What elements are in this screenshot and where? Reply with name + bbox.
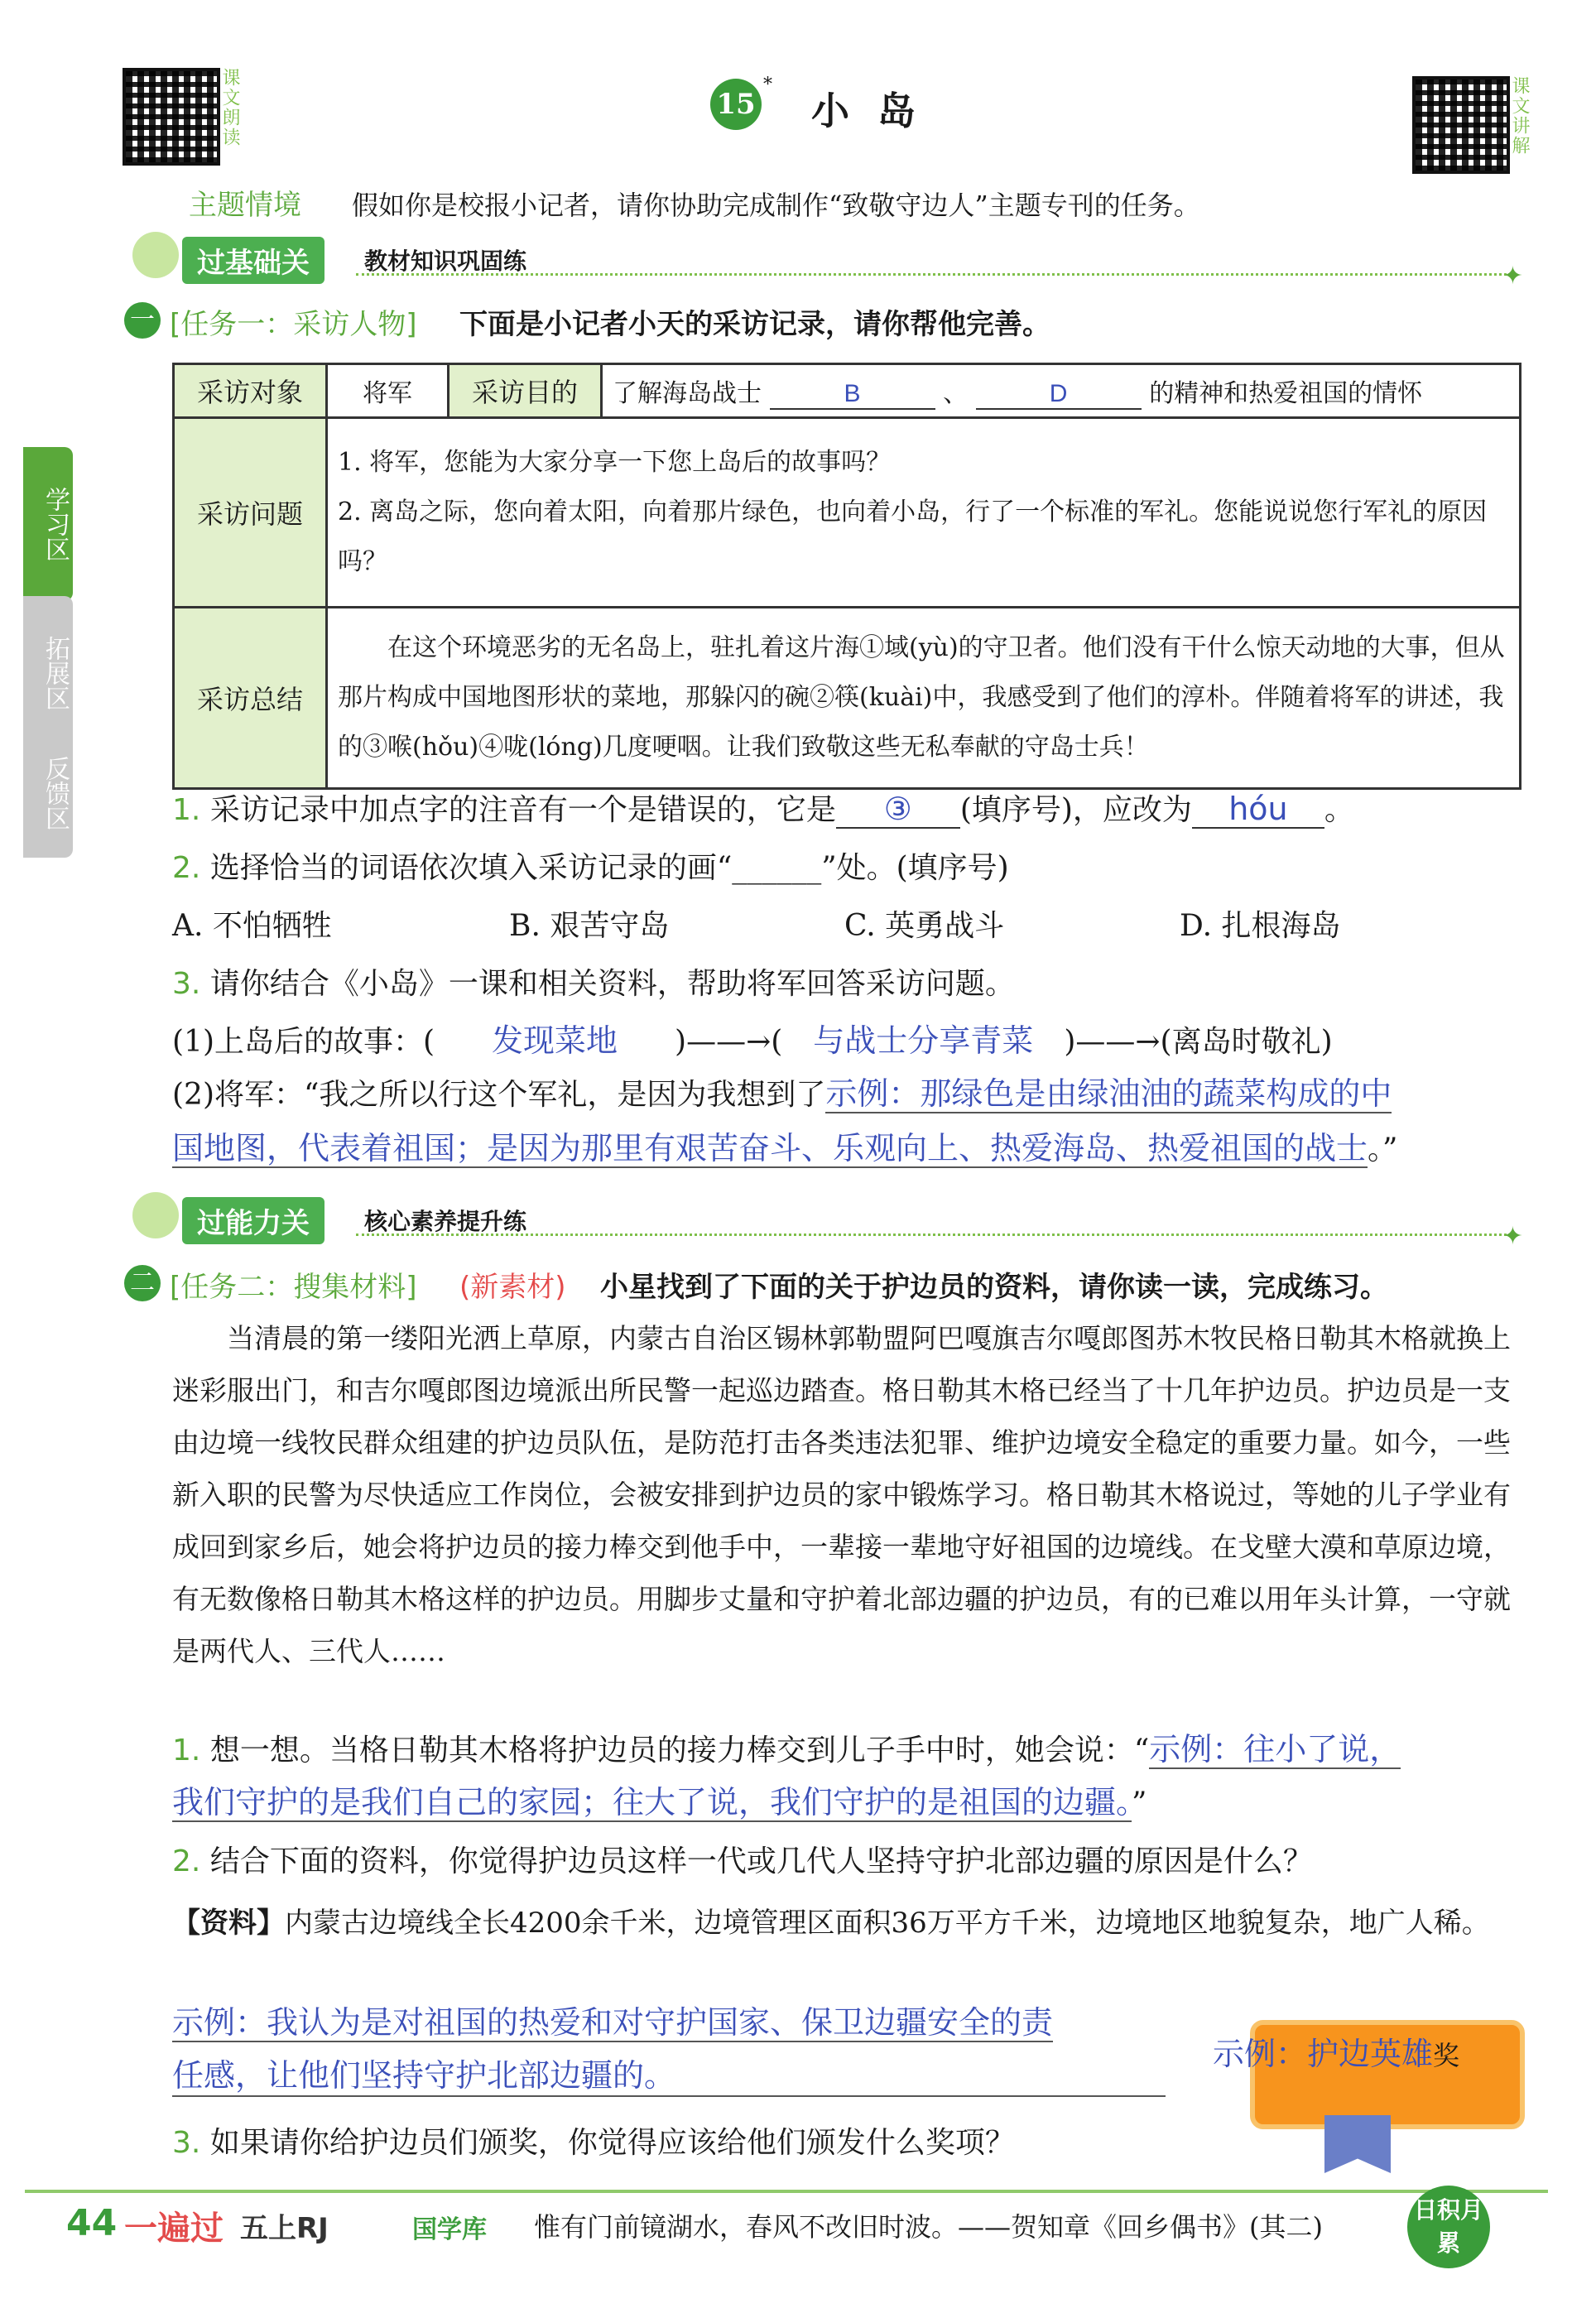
task-instruction: 下面是小记者小天的采访记录，请你帮他完善。 [459, 308, 1050, 341]
answer-blank[interactable]: 与战士分享青菜 [813, 1022, 1034, 1059]
q-text: 采访记录中加点字的注音有一个是错误的，它是 [209, 793, 836, 827]
option-d: D. 扎根海岛 [1180, 909, 1341, 943]
purpose-post: 的精神和热爱祖国的情怀 [1149, 378, 1423, 408]
question-2-row [172, 844, 1009, 887]
question-3-part1 [172, 1015, 1333, 1060]
answer-blank[interactable]: hóu [1192, 791, 1324, 829]
section-bar-ability [132, 1192, 1523, 1251]
qr-right-tag: 课文讲解 [1509, 76, 1530, 156]
q-text: 想一想。当格日勒其木格将护边员的接力棒交到儿子手中时，她会说：“ [209, 1734, 1150, 1767]
q-text: (填序号)，应改为 [959, 793, 1192, 827]
q-text: )——→(离岛时敬礼) [1064, 1025, 1333, 1059]
lesson-number-badge: 15 [710, 79, 762, 130]
award-answer-row [1213, 2028, 1459, 2074]
questions-label: 采访问题 [174, 418, 327, 608]
mascot-icon [132, 1192, 179, 1238]
summary-text: 在这个环境恶劣的无名岛上，驻扎着这片海①域(yù)的守卫者。他们没有干什么惊天动地的大事，但从那片构成中国地图形状的菜地，那躲闪的碗②筷(kuài)中，我感受到了他们的淳朴。伴随着将军的讲述，我的③喉(hǒu)④咙(lóng)几度哽咽。让我们致敬这些无私奉献的守岛士兵！ [327, 608, 1521, 789]
question-3-part2 [172, 1068, 1392, 1113]
answer-line-1[interactable]: 示例：我认为是对祖国的热爱和对守护国家、保卫边疆安全的责 [172, 2004, 1054, 2041]
q-text: 选择恰当的词语依次填入采访记录的画“______”处。(填序号) [209, 851, 1009, 885]
option-c: C. 英勇战斗 [844, 909, 1005, 943]
purpose-sep: 、 [943, 378, 969, 408]
section-title: 过能力关 [182, 1197, 324, 1244]
practice-1-row [172, 1724, 1401, 1769]
section-divider [356, 273, 1507, 276]
q-text: 。 [1324, 793, 1354, 827]
qr-left-tag: 课文朗读 [219, 68, 240, 147]
question-1-row [172, 786, 1354, 829]
section-subtitle: 核心素养提升练 [364, 1208, 527, 1235]
q-number: 3. [172, 967, 201, 1001]
grade-label: 五上RJ [240, 2212, 329, 2245]
material-text: 内蒙古边境线全长4200余千米，边境管理区面积36万平方千米，边境地区地貌复杂，地广人稀。 [285, 1907, 1490, 1940]
section-title: 过基础关 [182, 237, 324, 284]
q-text: 如果请你给护边员们颁奖，你觉得应该给他们颁发什么奖项？ [209, 2126, 1015, 2160]
target-label: 采访对象 [174, 364, 327, 418]
new-material-tag: (新素材) [459, 1271, 566, 1304]
question-2: 2. 离岛之际，您向着太阳，向着那片绿色，也向着小岛，行了一个标准的军礼。您能说说您行军礼的原因吗？ [338, 498, 1488, 576]
questions-cell [327, 418, 1521, 608]
library-label: 国学库 [412, 2215, 487, 2244]
task-number: 二 [124, 1265, 161, 1301]
award-suffix: 奖 [1433, 2040, 1460, 2071]
material-label: 【资料】 [172, 1907, 285, 1940]
daily-badge: 日积月累 [1407, 2186, 1490, 2268]
section-divider [356, 1234, 1507, 1236]
side-tab-extend[interactable]: 拓展区 [23, 596, 73, 750]
q-text: 。” [1368, 1133, 1398, 1166]
page-title: 小岛 [811, 89, 944, 133]
purpose-pre: 了解海岛战士 [613, 378, 762, 408]
option-a: A. 不怕牺牲 [172, 909, 332, 943]
answer-line-1[interactable]: 示例：那绿色是由绿油油的蔬菜构成的中 [825, 1075, 1392, 1112]
section-bar-basic [132, 232, 1523, 291]
q-number: 1. [172, 793, 201, 827]
theme-label: 主题情境 [189, 189, 301, 222]
question-1: 1. 将军，您能为大家分享一下您上岛后的故事吗？ [338, 448, 892, 477]
q-text: (1)上岛后的故事：( [172, 1025, 435, 1059]
theme-text: 假如你是校报小记者，请你协助完成制作“致敬守边人”主题专刊的任务。 [352, 190, 1200, 221]
practice-1-cont [172, 1777, 1147, 1822]
q-number: 2. [172, 851, 201, 885]
practice-3-row [172, 2119, 1015, 2162]
purpose-blank-2[interactable]: D [976, 380, 1142, 410]
q-text: 请你结合《小岛》一课和相关资料，帮助将军回答采访问题。 [209, 967, 1015, 1001]
award-answer[interactable]: 示例：护边英雄 [1213, 2036, 1434, 2072]
purpose-blank-1[interactable]: B [770, 380, 935, 410]
question-3-part2-cont [172, 1123, 1397, 1168]
task-tag: [任务二：搜集材料] [170, 1271, 417, 1304]
purpose-label: 采访目的 [449, 364, 602, 418]
material-block [172, 1896, 1521, 1950]
side-tab-study[interactable]: 学习区 [23, 447, 73, 601]
answer-line-2[interactable]: 我们守护的是我们自己的家园；往大了说，我们守护的是祖国的边疆。 [172, 1784, 1132, 1820]
lesson-star: * [763, 75, 772, 95]
q-text: ” [1132, 1787, 1147, 1820]
ribbon-icon [1324, 2115, 1391, 2173]
question-3-row [172, 960, 1015, 1003]
qr-code-explain[interactable] [1412, 76, 1510, 174]
side-tab-feedback[interactable]: 反馈区 [23, 729, 73, 858]
footer-quote: 惟有门前镜湖水，春风不改旧时波。——贺知章《回乡偶书》(其二) [534, 2211, 1323, 2243]
task-tag: [任务一：采访人物] [170, 308, 417, 341]
answer-line-2[interactable]: 国地图，代表着祖国；是因为那里有艰苦奋斗、乐观向上、热爱海岛、热爱祖国的战士 [172, 1130, 1368, 1166]
mascot-icon [132, 232, 179, 278]
summary-label: 采访总结 [174, 608, 327, 789]
page-number: 44 [66, 2202, 118, 2244]
qr-code-read[interactable] [123, 68, 220, 166]
q-text: )——→( [675, 1025, 783, 1059]
option-b: B. 艰苦守岛 [509, 909, 670, 943]
q-text: 结合下面的资料，你觉得护边员这样一代或几代人坚持守护北部边疆的原因是什么？ [209, 1844, 1313, 1878]
section-subtitle: 教材知识巩固练 [364, 248, 527, 275]
q-number: 3. [172, 2126, 201, 2160]
q-text: (2)将军：“我之所以行这个军礼，是因为我想到了 [172, 1078, 826, 1112]
practice-2-row [172, 1838, 1313, 1880]
reading-passage: 当清晨的第一缕阳光洒上草原，内蒙古自治区锡林郭勒盟阿巴嘎旗吉尔嘎郎图苏木牧民格日勒其木格就换上迷彩服出门，和吉尔嘎郎图边境派出所民警一起巡边踏查。格日勒其木格已经当了十几年护边员。护边员是一支由边境一线牧民群众组建的护边员队伍，是防范打击各类违法犯罪、维护边境安全稳定的重要力量。如今，一些新入职的民警为尽快适应工作岗位，会被安排到护边员的家中锻炼学习。格日勒其木格说过，等她的儿子学业有成回到家乡后，她会将护边员的接力棒交到他手中，一辈接一辈地守好祖国的边境线。在戈壁大漠和草原边境，有无数像格日勒其木格这样的护边员。用脚步丈量和守护着北部边疆的护边员，有的已难以用年头计算，一守就是两代人、三代人…… [172, 1322, 1511, 1667]
answer-blank[interactable]: 发现菜地 [492, 1022, 618, 1059]
target-value: 将军 [327, 364, 449, 418]
answer-blank[interactable]: ③ [836, 791, 960, 829]
answer-line-2[interactable]: 任感，让他们坚持守护北部边疆的。 [172, 2050, 1166, 2097]
answer-line-1[interactable]: 示例：往小了说， [1149, 1731, 1401, 1767]
brand-name: 一遍过 [124, 2210, 224, 2248]
interview-table [172, 363, 1521, 790]
task-instruction: 小星找到了下面的关于护边员的资料，请你读一读，完成练习。 [600, 1271, 1388, 1304]
star-icon: ✦ [1502, 262, 1523, 291]
task-number: 一 [124, 302, 161, 339]
practice-2-answer-2 [172, 2050, 1166, 2097]
purpose-cell [602, 364, 1521, 418]
q-number: 1. [172, 1734, 201, 1767]
practice-2-answer-1 [172, 1997, 1053, 2042]
star-icon: ✦ [1502, 1222, 1523, 1251]
q-number: 2. [172, 1844, 201, 1878]
